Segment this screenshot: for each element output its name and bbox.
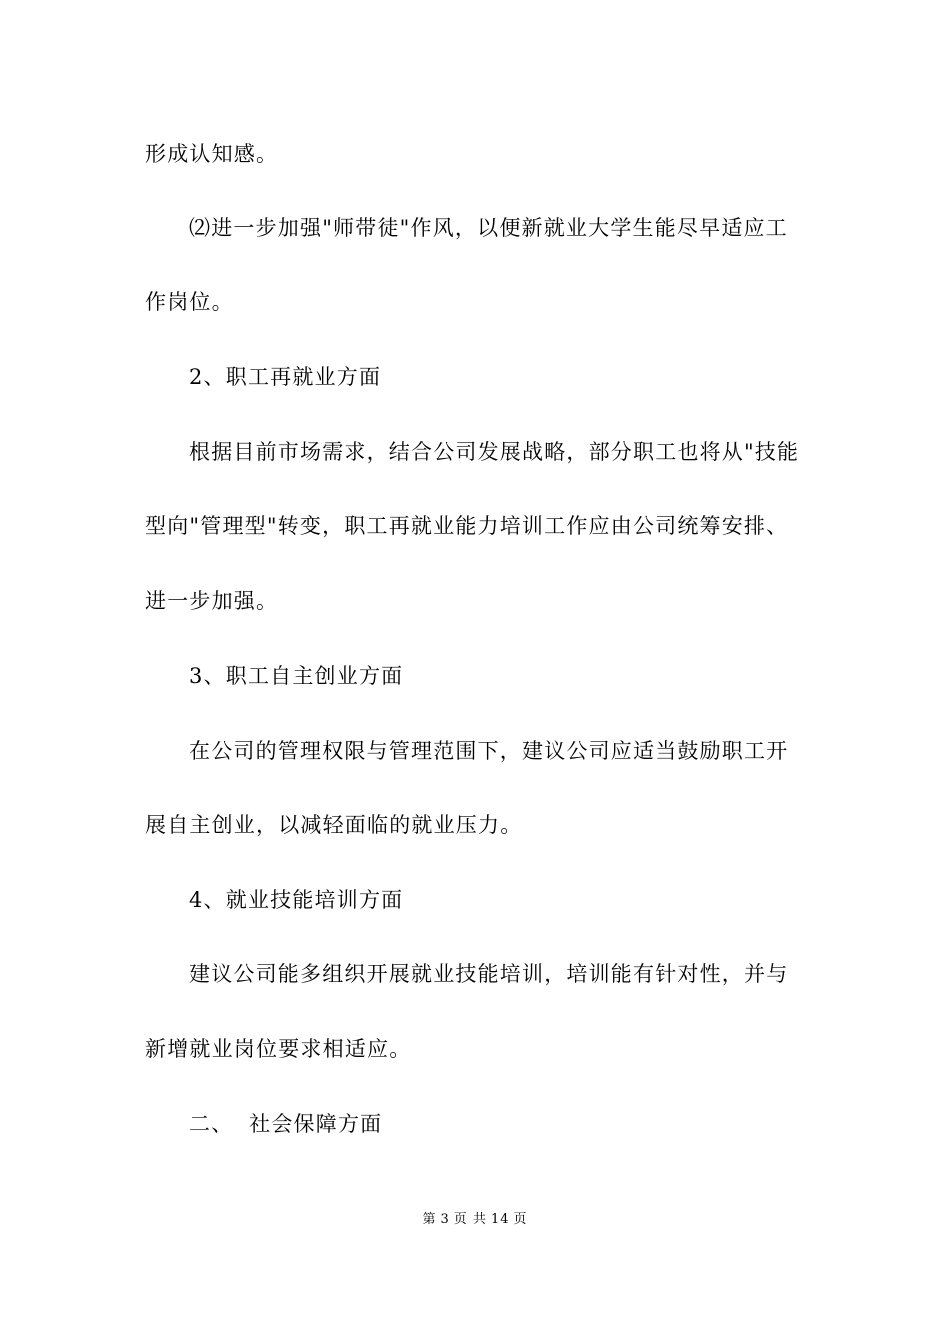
section-heading: 2、职工再就业方面 — [189, 365, 382, 389]
paragraph-line: 型向"管理型"转变，职工再就业能力培训工作应由公司统筹安排、 — [145, 514, 789, 538]
paragraph-line: 在公司的管理权限与管理范围下，建议公司应适当鼓励职工开 — [189, 739, 789, 763]
paragraph-line: 进一步加强。 — [145, 589, 279, 613]
paragraph-line: 展自主创业，以减轻面临的就业压力。 — [145, 813, 523, 837]
paragraph-line: ⑵进一步加强"师带徒"作风，以便新就业大学生能尽早适应工 — [189, 216, 788, 240]
section-heading: 3、职工自主创业方面 — [189, 664, 404, 688]
footer-page-number: 3 — [440, 1212, 450, 1227]
paragraph-line: 新增就业岗位要求相适应。 — [145, 1037, 412, 1061]
paragraph-line: 建议公司能多组织开展就业技能培训，培训能有针对性，并与 — [189, 962, 789, 986]
paragraph-line: 形成认知感。 — [145, 142, 279, 166]
footer-total-pages: 14 — [490, 1212, 510, 1227]
paragraph-line: 根据目前市场需求，结合公司发展战略，部分职工也将从"技能 — [189, 440, 800, 464]
section-heading: 二、 社会保障方面 — [189, 1112, 383, 1136]
footer-prefix: 第 — [422, 1212, 437, 1227]
footer-suffix: 页 — [513, 1212, 528, 1227]
footer-middle: 页 共 — [453, 1212, 487, 1227]
section-heading: 4、就业技能培训方面 — [189, 888, 404, 912]
page-footer — [0, 1208, 950, 1227]
paragraph-line: 作岗位。 — [145, 290, 234, 314]
